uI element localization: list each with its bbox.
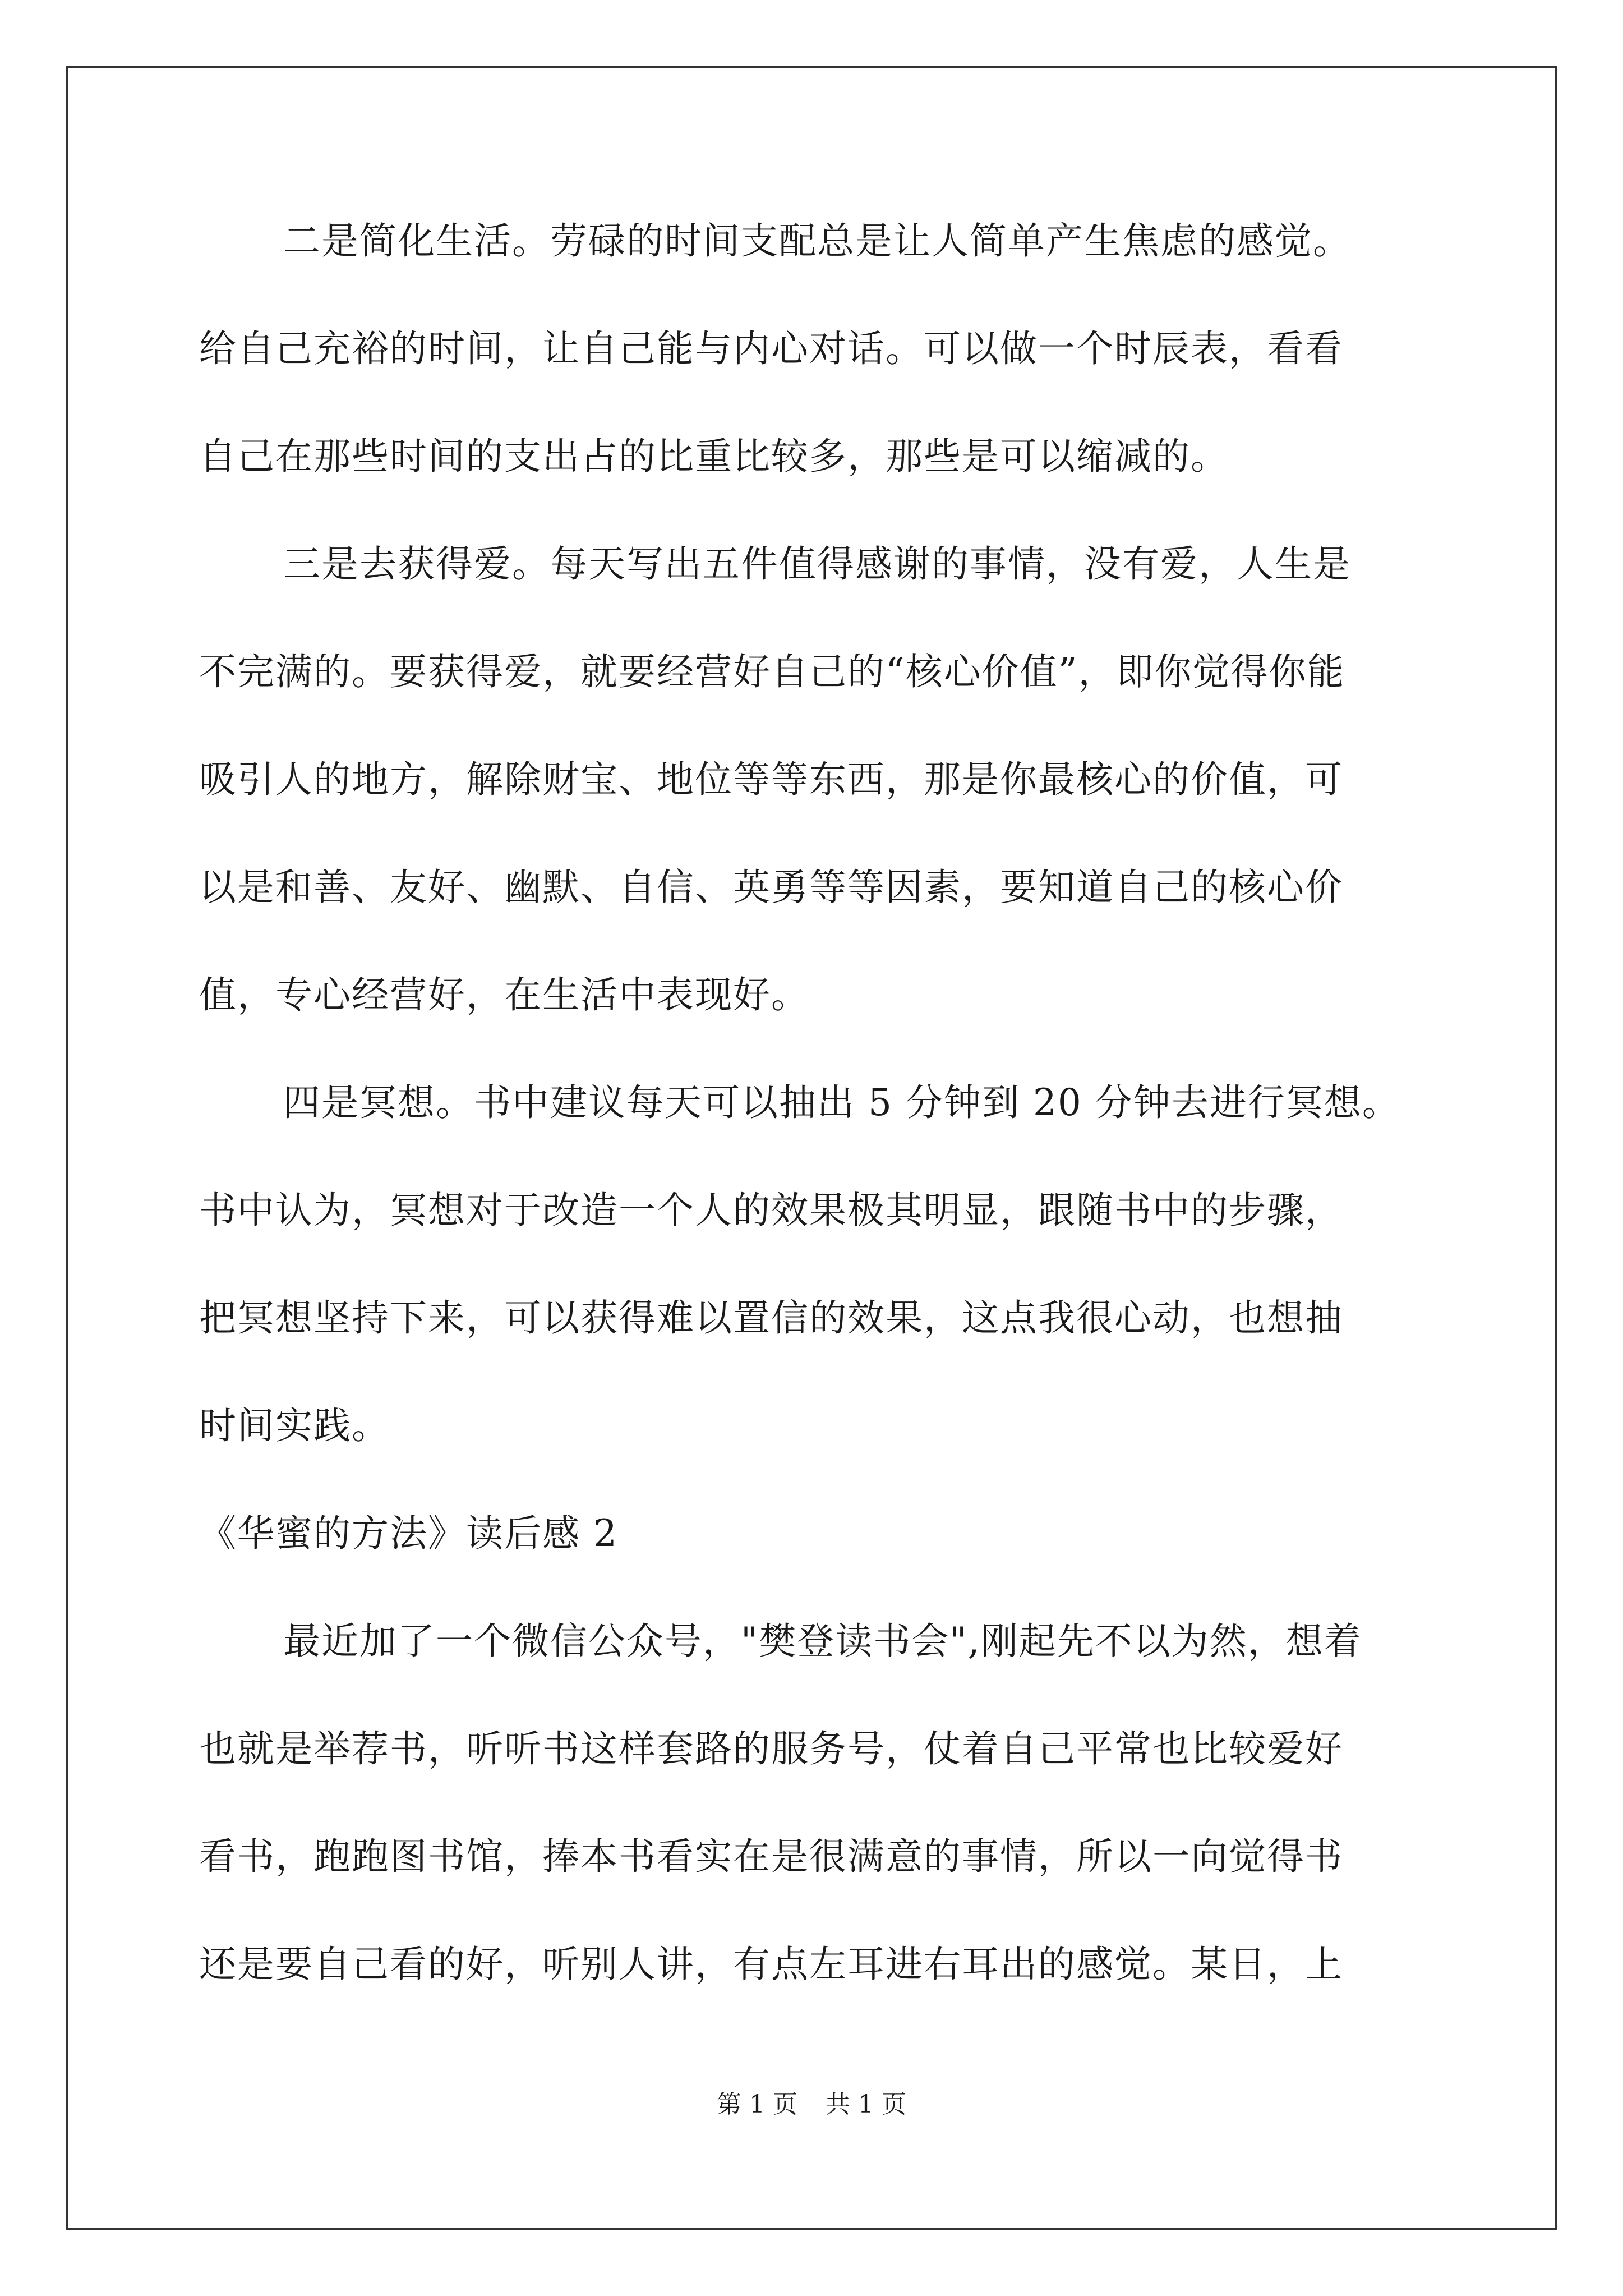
document-body bbox=[199, 208, 1433, 2039]
paragraph bbox=[199, 531, 1433, 1069]
paragraph bbox=[199, 1608, 1433, 2039]
paragraph bbox=[199, 1069, 1433, 1500]
text-line: 看书，跑跑图书馆，捧本书看实在是很满意的事情，所以一向觉得书 bbox=[199, 1835, 1343, 1878]
text-line: 时间实践。 bbox=[199, 1404, 390, 1447]
page-footer bbox=[0, 2084, 1623, 2120]
text-line: 不完满的。要获得爱，就要经营好自己的“核心价值”，即你觉得你能 bbox=[199, 650, 1345, 693]
text-line: 以是和善、友好、幽默、自信、英勇等等因素，要知道自己的核心价 bbox=[199, 866, 1343, 909]
section-heading: 《华蜜的方法》读后感 2 bbox=[199, 1512, 618, 1555]
paragraph bbox=[199, 208, 1433, 531]
page-total: 共 1 页 bbox=[826, 2090, 906, 2119]
text-line: 书中认为，冥想对于改造一个人的效果极其明显，跟随书中的步骤， bbox=[199, 1189, 1343, 1232]
text-line: 值，专心经营好，在生活中表现好。 bbox=[199, 973, 809, 1016]
text-line: 最近加了一个微信公众号，"樊登读书会",刚起先不以为然，想着 bbox=[283, 1619, 1362, 1663]
text-line: 四是冥想。书中建议每天可以抽出 5 分钟到 20 分钟去进行冥想。 bbox=[283, 1081, 1400, 1124]
text-line: 自己在那些时间的支出占的比重比较多，那些是可以缩减的。 bbox=[199, 435, 1229, 478]
text-line: 也就是举荐书，听听书这样套路的服务号，仗着自己平常也比较爱好 bbox=[199, 1727, 1343, 1770]
text-line: 把冥想坚持下来，可以获得难以置信的效果，这点我很心动，也想抽 bbox=[199, 1296, 1343, 1340]
text-line: 三是去获得爱。每天写出五件值得感谢的事情，没有爱，人生是 bbox=[283, 542, 1351, 586]
page-number: 第 1 页 bbox=[717, 2090, 797, 2119]
text-line: 吸引人的地方，解除财宝、地位等等东西，那是你最核心的价值，可 bbox=[199, 758, 1343, 801]
text-line: 还是要自己看的好，听别人讲，有点左耳进右耳出的感觉。某日，上 bbox=[199, 1943, 1343, 1986]
text-line: 二是简化生活。劳碌的时间支配总是让人简单产生焦虑的感觉。 bbox=[283, 219, 1351, 263]
text-line: 给自己充裕的时间，让自己能与内心对话。可以做一个时辰表，看看 bbox=[199, 327, 1343, 370]
